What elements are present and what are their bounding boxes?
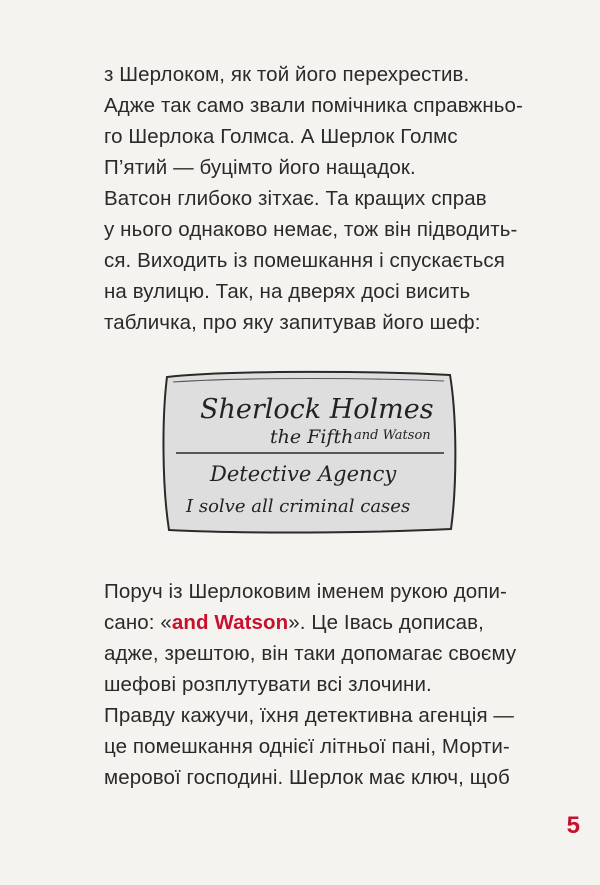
text-line: у нього однаково немає, тож він підводить- bbox=[104, 218, 518, 241]
text-segment: ». Це Івась дописав, bbox=[288, 611, 484, 634]
text-line: П’ятий — буцімто його нащадок. bbox=[104, 156, 416, 179]
sign-line-agency: Detective Agency bbox=[210, 462, 397, 486]
text-line-with-accent bbox=[104, 607, 556, 638]
sign-line-cases: I solve all criminal cases bbox=[186, 496, 411, 517]
sign-line-name: Sherlock Holmes bbox=[200, 394, 434, 425]
text-segment: сано: « bbox=[104, 611, 172, 634]
text-line: мерової господині. Шерлок має ключ, щоб bbox=[104, 766, 510, 789]
sign-line-watson: and Watson bbox=[354, 428, 431, 443]
text-line: адже, зрештою, він таки допомагає своєму bbox=[104, 642, 517, 665]
text-line: шефові розплутувати всі злочини. bbox=[104, 673, 432, 696]
text-line: го Шерлока Голмса. А Шерлок Голмс bbox=[104, 125, 458, 148]
accent-text: and Watson bbox=[171, 611, 289, 634]
text-line: Поруч із Шерлоковим іменем рукою допи- bbox=[104, 580, 507, 603]
paragraph-top bbox=[104, 59, 556, 338]
sign-line-fifth: the Fifth bbox=[270, 426, 354, 448]
text-line: це помешкання однієї літньої пані, Морти- bbox=[104, 735, 510, 758]
text-line: на вулицю. Так, на дверях досі висить bbox=[104, 280, 471, 303]
text-line: Ватсон глибоко зітхає. Та кращих справ bbox=[104, 187, 487, 210]
text-line: Адже так само звали помічника справжньо- bbox=[104, 94, 523, 117]
text-line: з Шерлоком, як той його перехрестив. bbox=[104, 63, 470, 86]
text-line: Правду кажучи, їхня детективна агенція — bbox=[104, 704, 515, 727]
text-line: ся. Виходить із помешкання і спускається bbox=[104, 249, 505, 272]
paragraph-bottom bbox=[104, 576, 556, 793]
text-line: табличка, про яку запитував його шеф: bbox=[104, 311, 481, 334]
page-number: 5 bbox=[566, 812, 580, 839]
door-sign-illustration bbox=[158, 367, 460, 537]
